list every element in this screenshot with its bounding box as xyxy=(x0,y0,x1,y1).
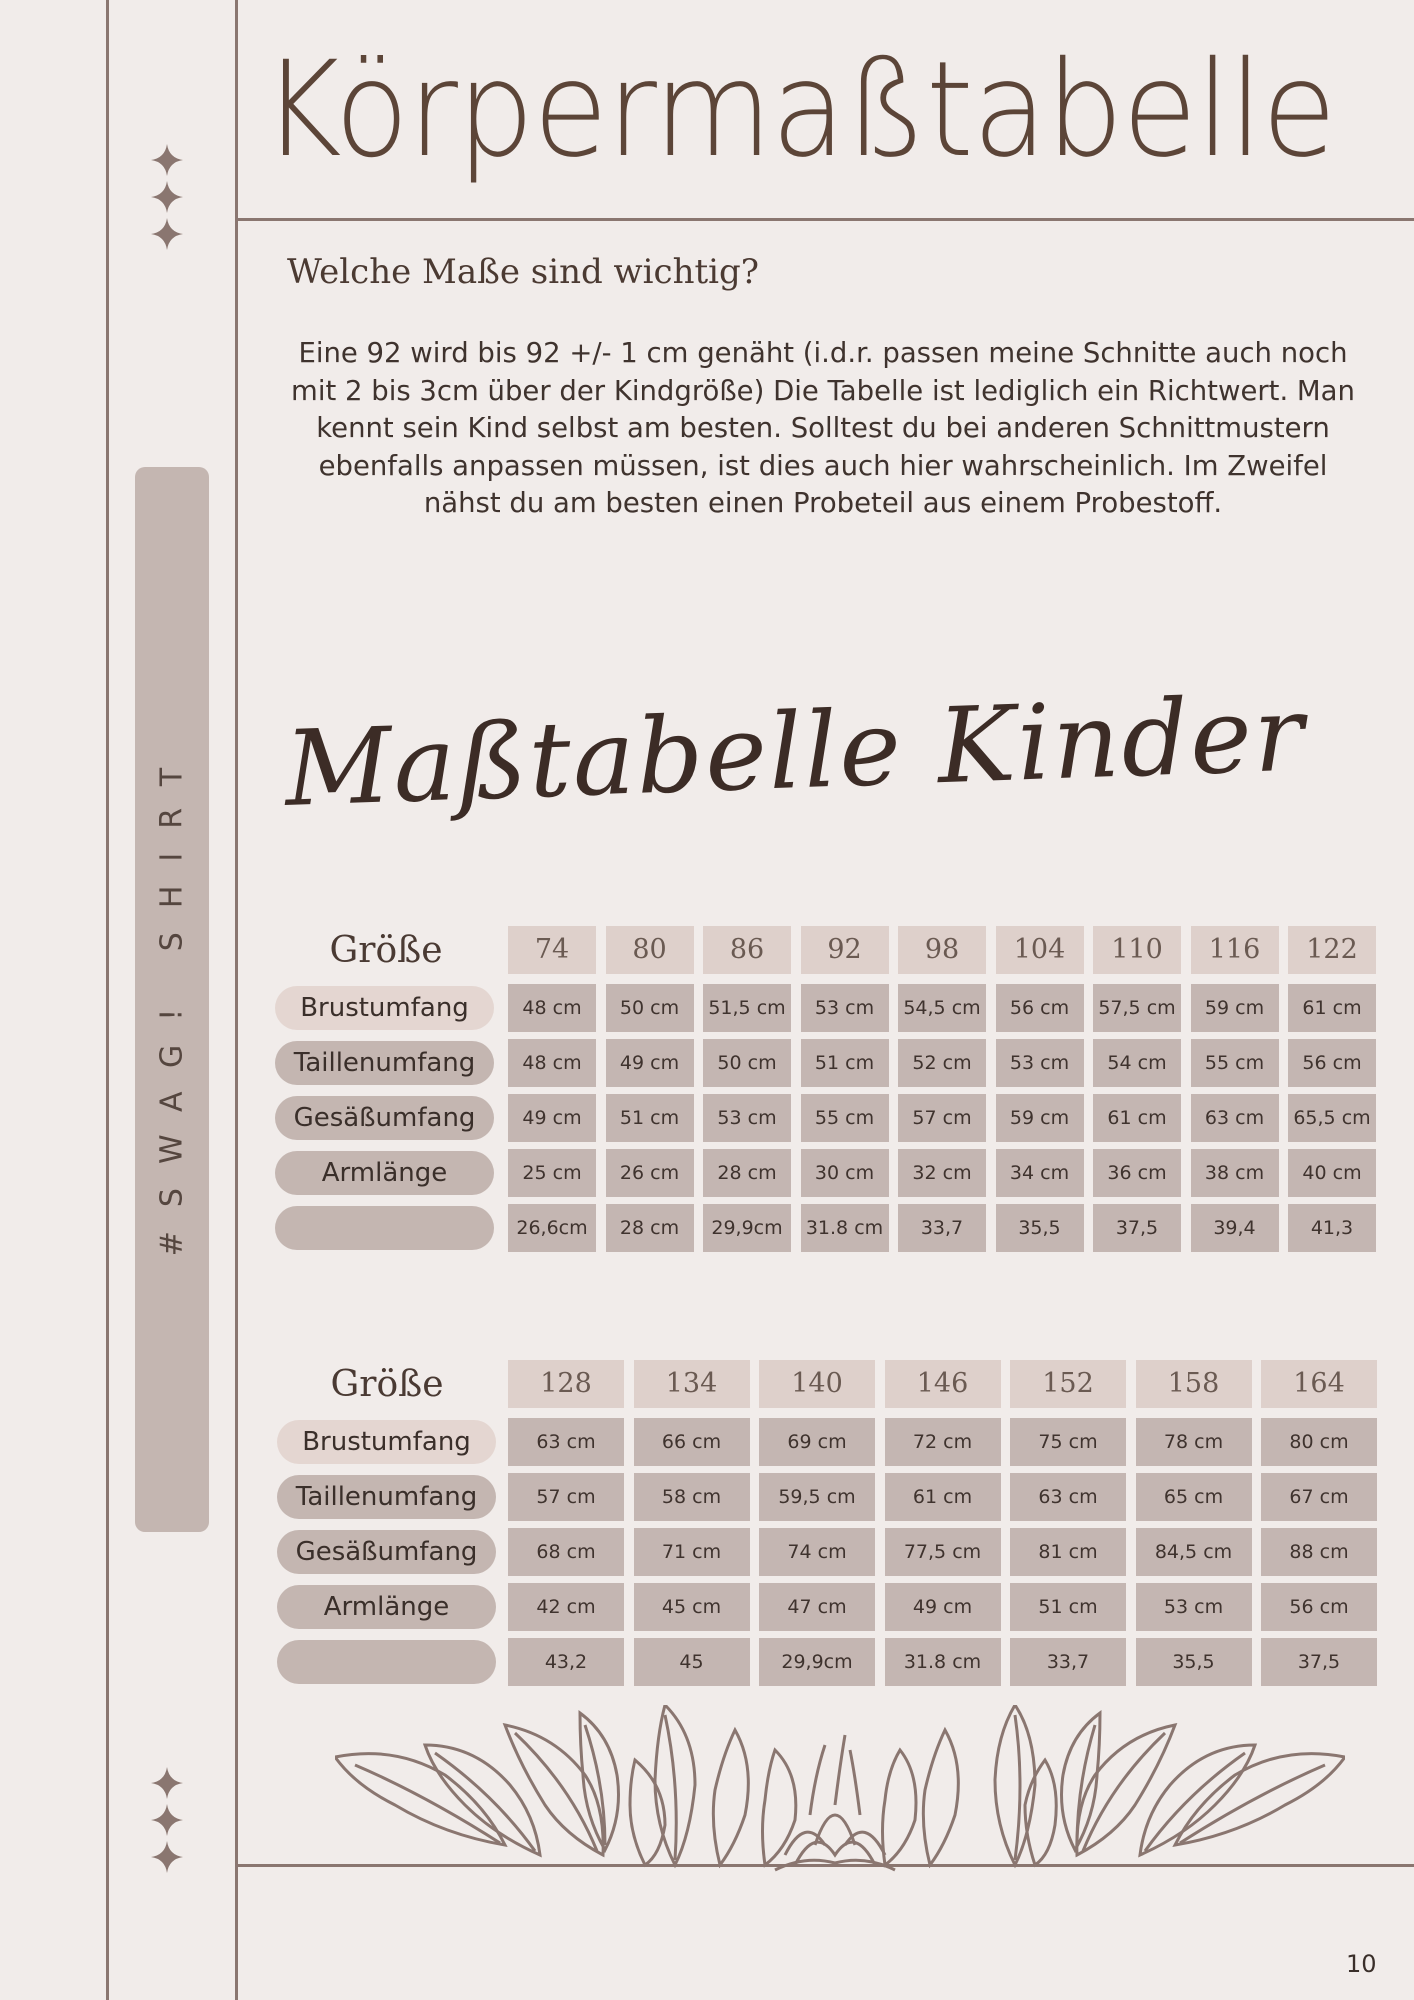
row-label: Taillenumfang xyxy=(275,1041,494,1085)
table-cell: 75 cm xyxy=(1010,1418,1126,1466)
table-cell: 49 cm xyxy=(508,1094,596,1142)
left-frame-line xyxy=(106,0,109,2000)
section-title: Maßtabelle Kinder xyxy=(282,672,1308,830)
table-cell: 58 cm xyxy=(634,1473,750,1521)
table-cell: 41,3 xyxy=(1288,1204,1376,1252)
row-label xyxy=(275,1206,494,1250)
table-cell: 66 cm xyxy=(634,1418,750,1466)
sparkle-icon xyxy=(150,1766,184,1800)
size-column-header: 158 xyxy=(1136,1360,1252,1408)
header-divider-line xyxy=(237,218,1414,221)
table-cell: 80 cm xyxy=(1261,1418,1377,1466)
table-cell: 31.8 cm xyxy=(801,1204,889,1252)
table-cell: 51,5 cm xyxy=(703,984,791,1032)
table-cell: 54,5 cm xyxy=(898,984,986,1032)
table-cell: 49 cm xyxy=(885,1583,1001,1631)
table-cell: 56 cm xyxy=(996,984,1084,1032)
table-cell: 37,5 xyxy=(1093,1204,1181,1252)
table-cell: 31.8 cm xyxy=(885,1638,1001,1686)
intro-text: Eine 92 wird bis 92 +/- 1 cm genäht (i.d.r. passen meine Schnitte auch noch mit 2 bis 3cm über der Kindgröße) Die Tabelle ist lediglich ein Richtwert. Man kennt sein Kind selbst am besten. Solltest du bei anderen Schnittmustern ebenfalls anpassen müssen, ist dies auch hier wahrscheinlich. Im Zweifel nähst du am besten einen Probeteil aus einem Probestoff. xyxy=(291,337,1355,519)
sparkle-icon xyxy=(150,1803,184,1837)
table-cell: 29,9cm xyxy=(703,1204,791,1252)
size-column-header: 152 xyxy=(1010,1360,1126,1408)
table-cell: 54 cm xyxy=(1093,1039,1181,1087)
table-cell: 51 cm xyxy=(606,1094,694,1142)
table-cell: 51 cm xyxy=(801,1039,889,1087)
table-cell: 28 cm xyxy=(703,1149,791,1197)
size-header-label: Größe xyxy=(329,930,443,971)
table-cell: 40 cm xyxy=(1288,1149,1376,1197)
table-cell: 74 cm xyxy=(759,1528,875,1576)
table-cell: 39,4 xyxy=(1191,1204,1279,1252)
page-number: 10 xyxy=(1346,1950,1377,1978)
size-column-header: 128 xyxy=(508,1360,624,1408)
row-label: Armlänge xyxy=(275,1151,494,1195)
table-cell: 53 cm xyxy=(1136,1583,1252,1631)
table-cell: 29,9cm xyxy=(759,1638,875,1686)
size-column-header: 122 xyxy=(1288,926,1376,974)
table-cell: 25 cm xyxy=(508,1149,596,1197)
size-column-header: 134 xyxy=(634,1360,750,1408)
sparkles-top xyxy=(150,143,184,254)
table-cell: 63 cm xyxy=(1191,1094,1279,1142)
table-cell: 33,7 xyxy=(1010,1638,1126,1686)
table-cell: 61 cm xyxy=(885,1473,1001,1521)
table-cell: 81 cm xyxy=(1010,1528,1126,1576)
sparkle-icon xyxy=(150,180,184,214)
floral-ornament-icon xyxy=(335,1705,1345,1875)
table-cell: 61 cm xyxy=(1288,984,1376,1032)
table-cell: 42 cm xyxy=(508,1583,624,1631)
table-cell: 50 cm xyxy=(606,984,694,1032)
table-cell: 43,2 xyxy=(508,1638,624,1686)
sparkle-icon xyxy=(150,217,184,251)
table-cell: 59 cm xyxy=(1191,984,1279,1032)
table-cell: 57,5 cm xyxy=(1093,984,1181,1032)
table-cell: 55 cm xyxy=(801,1094,889,1142)
table-cell: 48 cm xyxy=(508,1039,596,1087)
table-cell: 71 cm xyxy=(634,1528,750,1576)
table-cell: 53 cm xyxy=(996,1039,1084,1087)
table-cell: 77,5 cm xyxy=(885,1528,1001,1576)
table-cell: 59,5 cm xyxy=(759,1473,875,1521)
sparkles-bottom xyxy=(150,1766,184,1877)
table-cell: 61 cm xyxy=(1093,1094,1181,1142)
table-cell: 34 cm xyxy=(996,1149,1084,1197)
table-cell: 30 cm xyxy=(801,1149,889,1197)
table-cell: 57 cm xyxy=(898,1094,986,1142)
row-label: Brustumfang xyxy=(275,986,494,1030)
table-cell: 26,6cm xyxy=(508,1204,596,1252)
table-cell: 28 cm xyxy=(606,1204,694,1252)
row-label: Taillenumfang xyxy=(277,1475,496,1519)
table-cell: 37,5 xyxy=(1261,1638,1377,1686)
table-cell: 69 cm xyxy=(759,1418,875,1466)
page-title: Körpermaßtabelle xyxy=(262,33,1336,187)
table-cell: 49 cm xyxy=(606,1039,694,1087)
row-label: Brustumfang xyxy=(277,1420,496,1464)
table-cell: 59 cm xyxy=(996,1094,1084,1142)
sidebar-divider-line xyxy=(235,0,238,2000)
size-column-header: 116 xyxy=(1191,926,1279,974)
table-cell: 63 cm xyxy=(508,1418,624,1466)
table-cell: 35,5 xyxy=(996,1204,1084,1252)
row-label xyxy=(277,1640,496,1684)
table-cell: 84,5 cm xyxy=(1136,1528,1252,1576)
table-cell: 53 cm xyxy=(703,1094,791,1142)
table-cell: 38 cm xyxy=(1191,1149,1279,1197)
table-cell: 32 cm xyxy=(898,1149,986,1197)
size-column-header: 86 xyxy=(703,926,791,974)
table-cell: 78 cm xyxy=(1136,1418,1252,1466)
table-cell: 36 cm xyxy=(1093,1149,1181,1197)
table-cell: 57 cm xyxy=(508,1473,624,1521)
size-column-header: 92 xyxy=(801,926,889,974)
table-cell: 33,7 xyxy=(898,1204,986,1252)
sidebar-vertical-text: #SWAG! SHIRT xyxy=(154,743,190,1257)
table-cell: 88 cm xyxy=(1261,1528,1377,1576)
intro-heading: Welche Maße sind wichtig? xyxy=(287,252,759,292)
size-column-header: 104 xyxy=(996,926,1084,974)
size-column-header: 164 xyxy=(1261,1360,1377,1408)
table-cell: 51 cm xyxy=(1010,1583,1126,1631)
table-cell: 65,5 cm xyxy=(1288,1094,1376,1142)
table-cell: 72 cm xyxy=(885,1418,1001,1466)
table-cell: 26 cm xyxy=(606,1149,694,1197)
size-column-header: 140 xyxy=(759,1360,875,1408)
row-label: Gesäßumfang xyxy=(277,1530,496,1574)
table-cell: 53 cm xyxy=(801,984,889,1032)
sparkle-icon xyxy=(150,1840,184,1874)
table-cell: 63 cm xyxy=(1010,1473,1126,1521)
table-cell: 65 cm xyxy=(1136,1473,1252,1521)
size-header-label: Größe xyxy=(330,1364,444,1405)
table-cell: 50 cm xyxy=(703,1039,791,1087)
table-cell: 55 cm xyxy=(1191,1039,1279,1087)
table-cell: 45 cm xyxy=(634,1583,750,1631)
table-cell: 56 cm xyxy=(1261,1583,1377,1631)
size-column-header: 98 xyxy=(898,926,986,974)
table-cell: 48 cm xyxy=(508,984,596,1032)
table-cell: 45 xyxy=(634,1638,750,1686)
size-column-header: 74 xyxy=(508,926,596,974)
table-cell: 47 cm xyxy=(759,1583,875,1631)
row-label: Gesäßumfang xyxy=(275,1096,494,1140)
table-cell: 68 cm xyxy=(508,1528,624,1576)
size-column-header: 146 xyxy=(885,1360,1001,1408)
size-column-header: 80 xyxy=(606,926,694,974)
sparkle-icon xyxy=(150,143,184,177)
table-cell: 35,5 xyxy=(1136,1638,1252,1686)
row-label: Armlänge xyxy=(277,1585,496,1629)
table-cell: 67 cm xyxy=(1261,1473,1377,1521)
table-cell: 56 cm xyxy=(1288,1039,1376,1087)
table-cell: 52 cm xyxy=(898,1039,986,1087)
size-column-header: 110 xyxy=(1093,926,1181,974)
